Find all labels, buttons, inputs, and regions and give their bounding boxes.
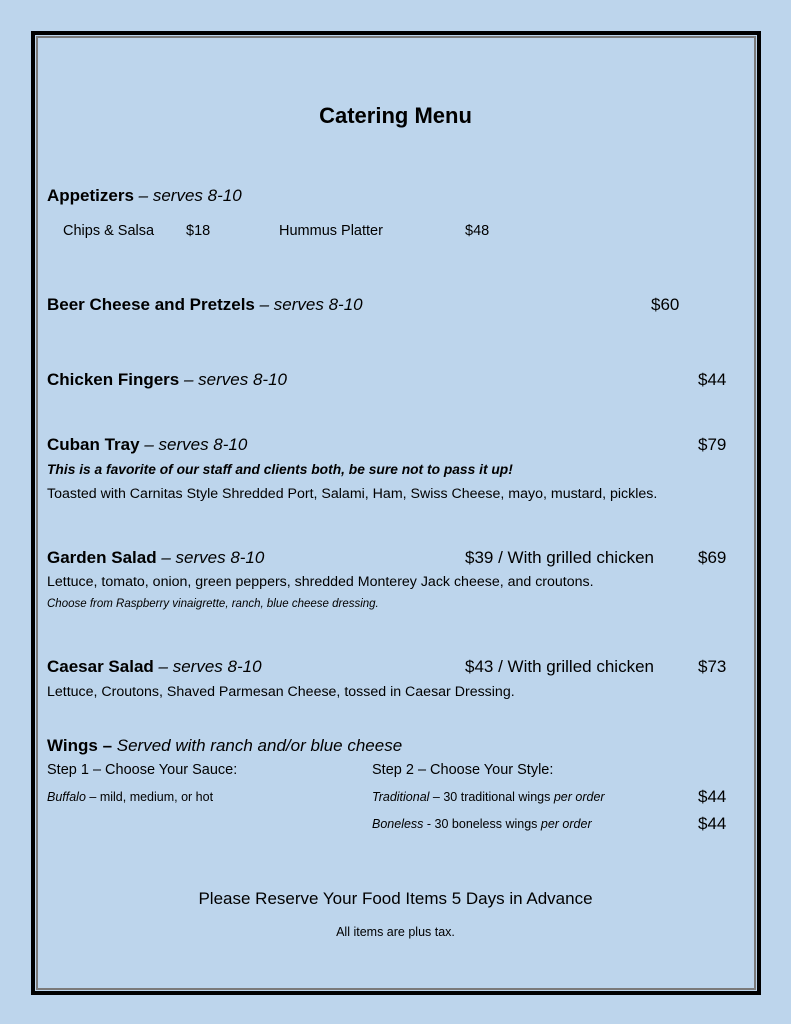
sauce-name: Buffalo bbox=[47, 790, 86, 804]
garden-price-chicken: $69 bbox=[698, 548, 727, 567]
cuban-heading bbox=[47, 436, 247, 453]
page-inner-border bbox=[36, 36, 756, 990]
chips-salsa-name: Chips & Salsa bbox=[63, 223, 155, 239]
chicken-fingers-heading bbox=[47, 371, 287, 388]
garden-name: Garden Salad bbox=[47, 548, 157, 567]
style-name: Boneless bbox=[372, 817, 424, 831]
traditional-price: $44 bbox=[698, 787, 727, 806]
hummus-name: Hummus Platter bbox=[279, 223, 383, 239]
page-title: Catering Menu bbox=[319, 103, 472, 128]
caesar-heading bbox=[47, 658, 262, 675]
cuban-name: Cuban Tray bbox=[47, 435, 140, 454]
wings-heading bbox=[47, 737, 402, 754]
style-desc: - 30 boneless wings bbox=[426, 817, 538, 831]
appetizers-serves: – serves 8-10 bbox=[138, 186, 242, 205]
caesar-name: Caesar Salad bbox=[47, 657, 154, 676]
garden-price: $39 / With grilled chicken bbox=[465, 548, 654, 567]
chicken-fingers-price: $44 bbox=[698, 370, 727, 389]
style-desc: – 30 traditional wings bbox=[432, 790, 551, 804]
wings-step1: Step 1 – Choose Your Sauce: bbox=[47, 762, 238, 778]
caesar-description: Lettuce, Croutons, Shaved Parmesan Cheese, tossed in Caesar Dressing. bbox=[47, 684, 515, 700]
chicken-fingers-serves: – serves 8-10 bbox=[184, 370, 287, 389]
caesar-price: $43 / With grilled chicken bbox=[465, 657, 654, 676]
hummus-price: $48 bbox=[465, 223, 490, 239]
sauce-desc: – mild, medium, or hot bbox=[89, 790, 214, 804]
style-per: per order bbox=[553, 790, 605, 804]
beer-cheese-price: $60 bbox=[651, 295, 680, 314]
garden-heading bbox=[47, 549, 264, 566]
beer-cheese-heading bbox=[47, 296, 363, 313]
wings-style-traditional bbox=[372, 791, 605, 804]
chicken-fingers-name: Chicken Fingers bbox=[47, 370, 180, 389]
cuban-description: Toasted with Carnitas Style Shredded Port, Salami, Ham, Swiss Cheese, mayo, mustard, pickles. bbox=[47, 486, 658, 502]
wings-step2: Step 2 – Choose Your Style: bbox=[372, 762, 554, 778]
appetizers-heading bbox=[47, 187, 242, 204]
tax-notice: All items are plus tax. bbox=[336, 925, 455, 939]
wings-sauce bbox=[47, 791, 213, 804]
cuban-tagline: This is a favorite of our staff and clients both, be sure not to pass it up! bbox=[47, 462, 513, 477]
chips-salsa-price: $18 bbox=[186, 223, 211, 239]
boneless-price: $44 bbox=[698, 814, 727, 833]
cuban-price: $79 bbox=[698, 435, 727, 454]
caesar-serves: – serves 8-10 bbox=[158, 657, 262, 676]
style-name: Traditional bbox=[372, 790, 430, 804]
appetizers-name: Appetizers bbox=[47, 186, 134, 205]
garden-serves: – serves 8-10 bbox=[161, 548, 265, 567]
reserve-notice: Please Reserve Your Food Items 5 Days in Advance bbox=[198, 889, 593, 908]
cuban-serves: – serves 8-10 bbox=[144, 435, 248, 454]
wings-subtitle: Served with ranch and/or blue cheese bbox=[116, 736, 403, 755]
style-per: per order bbox=[540, 817, 592, 831]
caesar-price-chicken: $73 bbox=[698, 657, 727, 676]
garden-dressing: Choose from Raspberry vinaigrette, ranch, blue cheese dressing. bbox=[47, 598, 379, 610]
wings-name: Wings – bbox=[47, 736, 113, 755]
garden-description: Lettuce, tomato, onion, green peppers, shredded Monterey Jack cheese, and croutons. bbox=[47, 574, 594, 590]
beer-cheese-name: Beer Cheese and Pretzels bbox=[47, 295, 255, 314]
wings-style-boneless bbox=[372, 818, 592, 831]
beer-cheese-serves: – serves 8-10 bbox=[259, 295, 363, 314]
